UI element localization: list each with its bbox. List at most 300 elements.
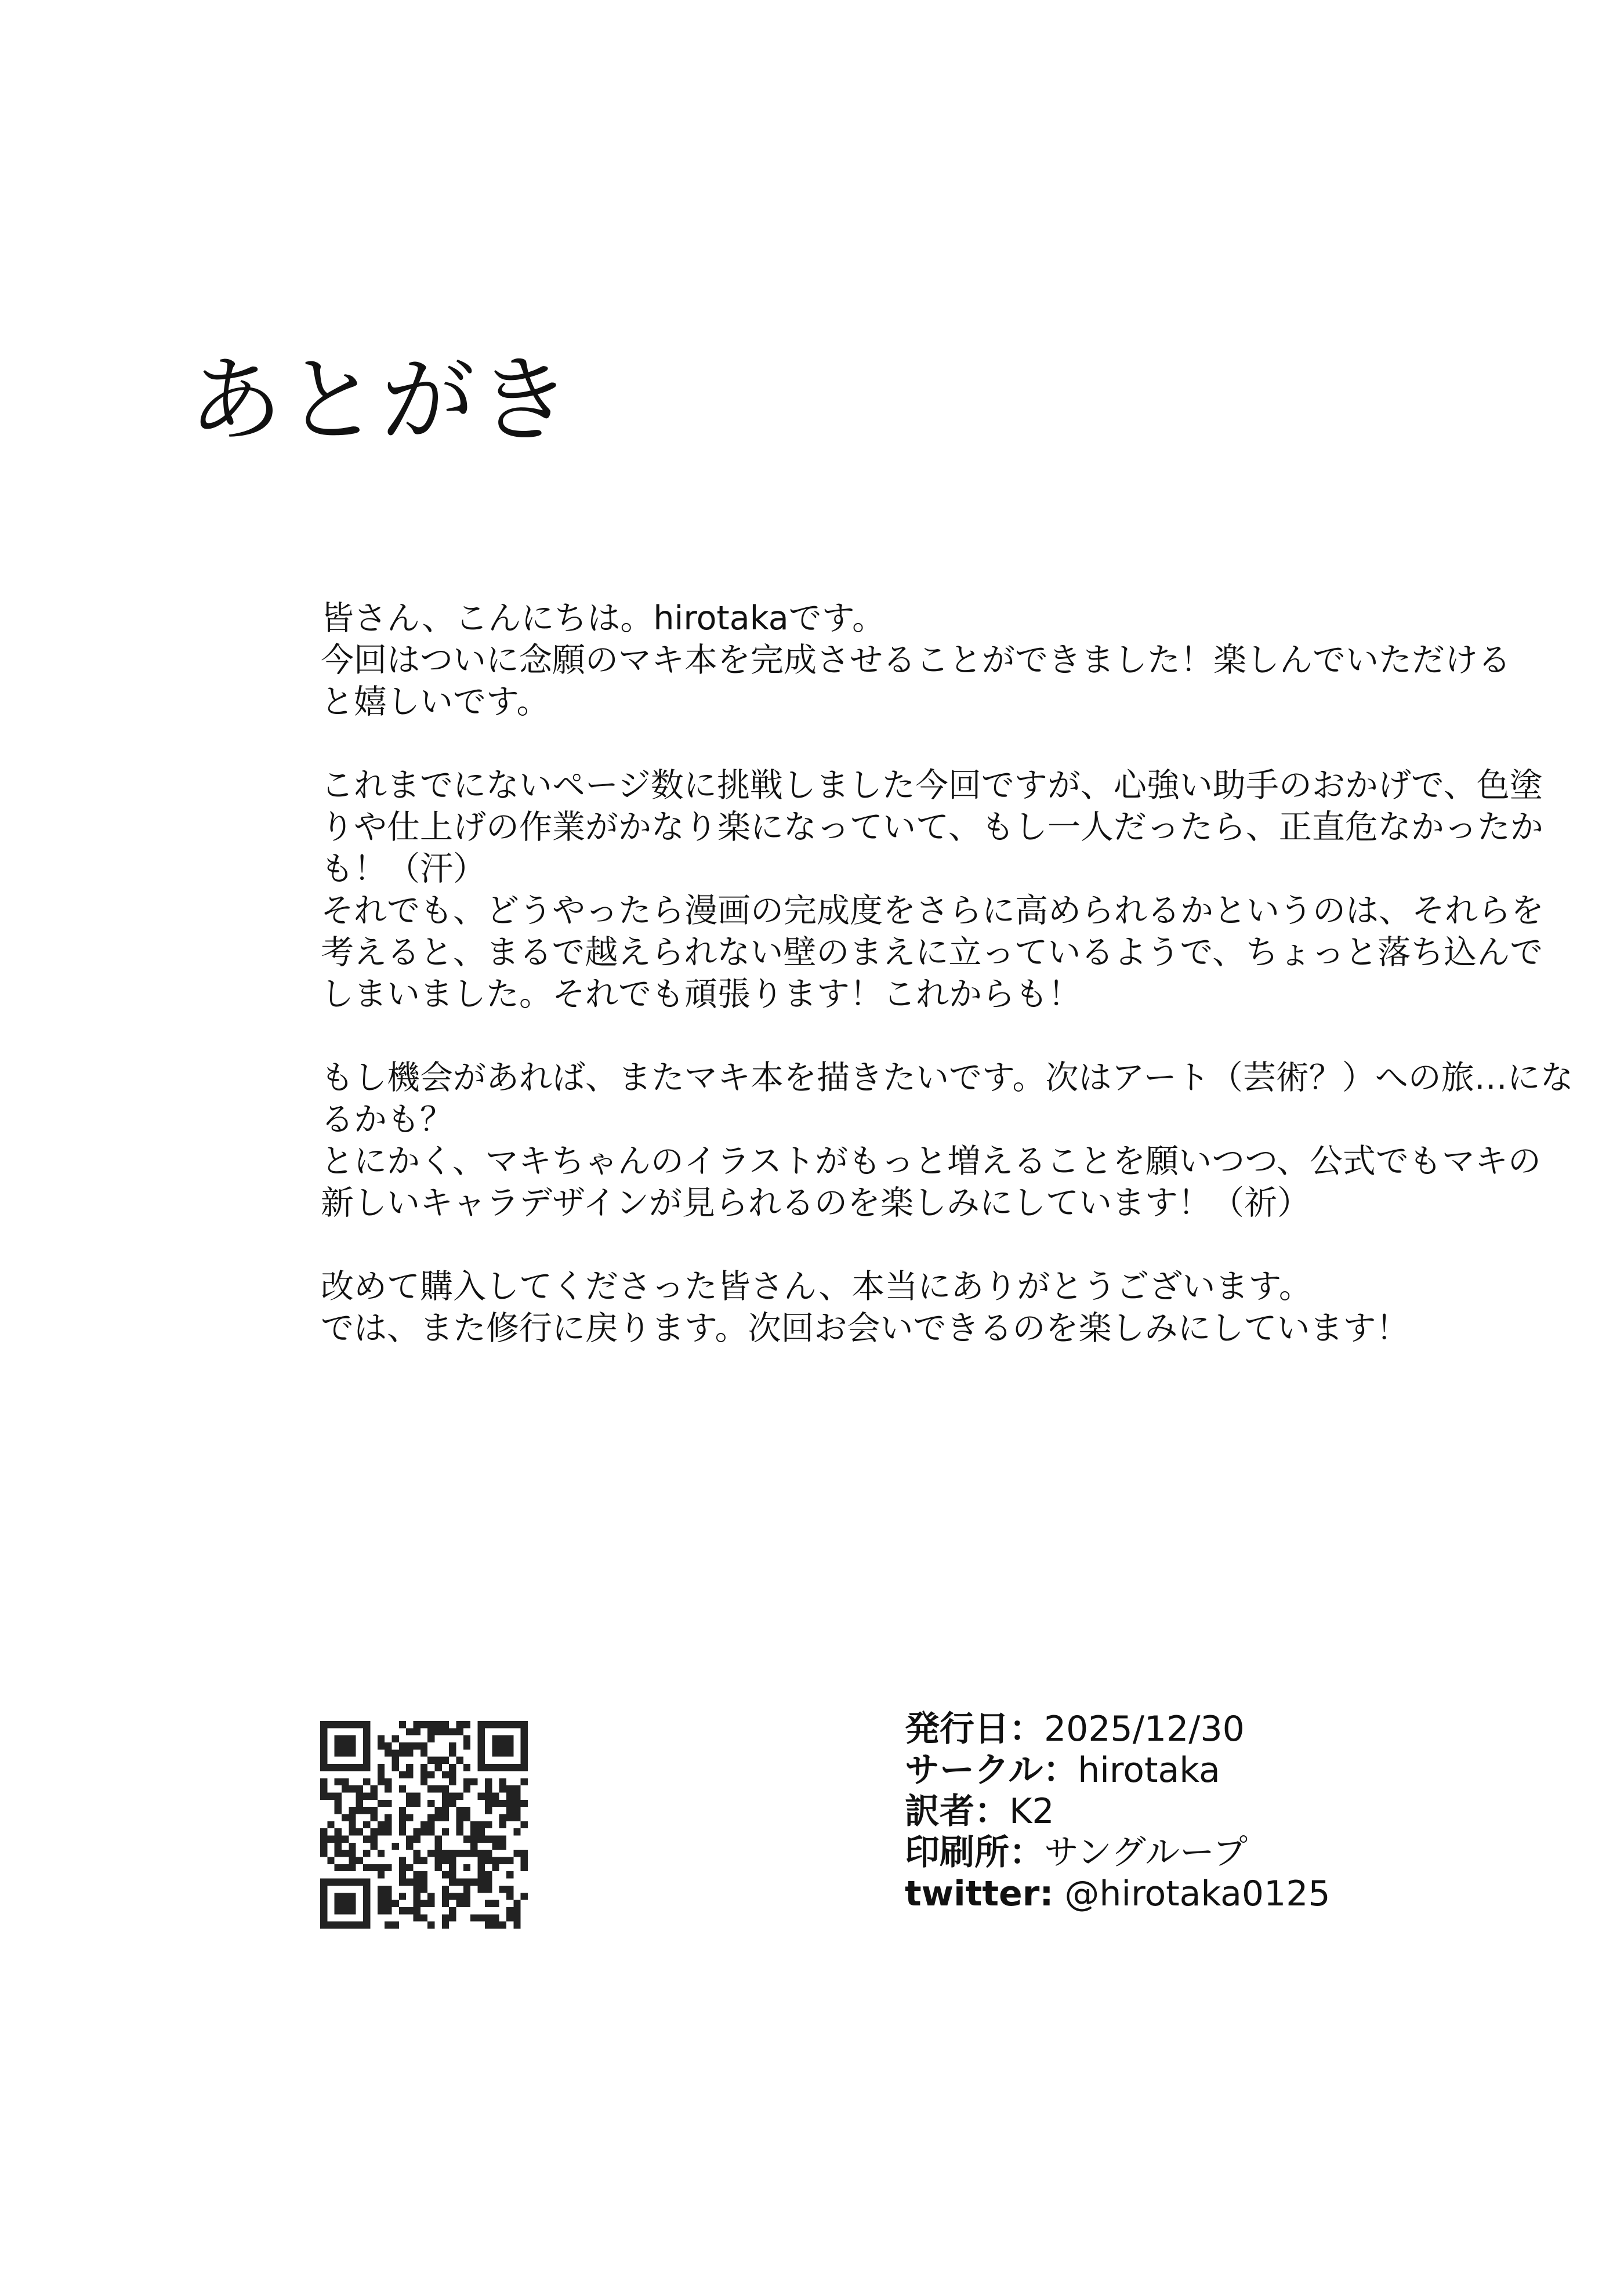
qr-module xyxy=(406,1764,413,1771)
qr-module xyxy=(506,1800,513,1807)
qr-module xyxy=(370,1836,377,1843)
qr-module xyxy=(370,1843,377,1850)
qr-module xyxy=(320,1893,327,1900)
qr-module xyxy=(420,1749,427,1756)
qr-module xyxy=(378,1828,385,1835)
qr-module xyxy=(442,1828,449,1835)
qr-module xyxy=(392,1900,398,1907)
qr-module xyxy=(349,1857,356,1864)
qr-module xyxy=(470,1914,477,1921)
qr-module xyxy=(385,1864,392,1871)
qr-module xyxy=(449,1742,456,1749)
qr-module xyxy=(521,1821,528,1828)
qr-module xyxy=(478,1871,485,1878)
qr-module xyxy=(342,1907,349,1914)
qr-module xyxy=(463,1893,470,1900)
qr-module xyxy=(363,1836,370,1843)
qr-module xyxy=(449,1879,456,1886)
qr-module xyxy=(406,1742,413,1749)
qr-module xyxy=(435,1728,442,1735)
qr-module xyxy=(427,1728,434,1735)
qr-module xyxy=(521,1728,528,1735)
qr-module xyxy=(485,1821,492,1828)
qr-module xyxy=(342,1764,349,1771)
qr-module xyxy=(399,1864,406,1871)
qr-module xyxy=(499,1922,506,1929)
qr-module xyxy=(349,1843,356,1850)
qr-module xyxy=(320,1922,327,1929)
qr-module xyxy=(378,1778,385,1785)
qr-module xyxy=(356,1800,363,1807)
qr-module xyxy=(378,1893,385,1900)
qr-module xyxy=(485,1850,492,1857)
qr-module xyxy=(370,1864,377,1871)
qr-module xyxy=(499,1814,506,1821)
text-line: りや仕上げの作業がかなり楽になっていて、もし一人だったら、正直危なかったか xyxy=(321,808,1543,846)
qr-module xyxy=(378,1900,385,1907)
qr-module xyxy=(420,1857,427,1864)
qr-module xyxy=(363,1864,370,1871)
qr-module xyxy=(478,1914,485,1921)
qr-module xyxy=(478,1821,485,1828)
qr-module xyxy=(478,1857,485,1864)
qr-module xyxy=(456,1807,463,1814)
qr-module xyxy=(449,1778,456,1785)
qr-module xyxy=(449,1914,456,1921)
qr-module xyxy=(335,1864,342,1871)
qr-module xyxy=(485,1785,492,1792)
qr-module xyxy=(320,1843,327,1850)
qr-module xyxy=(442,1871,449,1878)
qr-module xyxy=(413,1742,420,1749)
qr-module xyxy=(392,1843,398,1850)
circle-value: hirotaka xyxy=(1078,1750,1220,1791)
qr-module xyxy=(363,1914,370,1921)
qr-module xyxy=(506,1764,513,1771)
text-line: 今回はついに念願のマキ本を完成させることができました！楽しんでいただける xyxy=(321,641,1511,679)
qr-module xyxy=(385,1785,392,1792)
qr-module xyxy=(320,1749,327,1756)
qr-module xyxy=(413,1871,420,1878)
qr-module xyxy=(363,1778,370,1785)
qr-module xyxy=(327,1792,334,1799)
qr-module xyxy=(442,1792,449,1799)
text-line: しまいました。それでも頑張ります！これからも！ xyxy=(321,975,1081,1013)
qr-module xyxy=(506,1792,513,1799)
qr-module xyxy=(485,1886,492,1893)
qr-module xyxy=(521,1850,528,1857)
qr-module xyxy=(521,1764,528,1771)
qr-module xyxy=(385,1778,392,1785)
qr-module xyxy=(342,1785,349,1792)
twitter-handle-link[interactable]: @hirotaka0125 xyxy=(1053,1874,1331,1914)
qr-module xyxy=(485,1922,492,1929)
qr-module xyxy=(521,1857,528,1864)
qr-module xyxy=(456,1814,463,1821)
printer-row xyxy=(905,1832,1331,1874)
publish-date-row xyxy=(905,1709,1331,1750)
qr-module xyxy=(370,1785,377,1792)
qr-module xyxy=(349,1749,356,1756)
qr-module xyxy=(456,1850,463,1857)
qr-module xyxy=(513,1785,520,1792)
qr-module xyxy=(342,1850,349,1857)
text-line: と嬉しいです。 xyxy=(321,683,550,721)
text-line: るかも？ xyxy=(321,1100,453,1139)
qr-module xyxy=(513,1828,520,1835)
qr-module xyxy=(449,1850,456,1857)
qr-module xyxy=(399,1879,406,1886)
qr-module xyxy=(470,1821,477,1828)
qr-module xyxy=(335,1807,342,1814)
qr-module xyxy=(349,1900,356,1907)
qr-module xyxy=(513,1850,520,1857)
qr-module xyxy=(427,1893,434,1900)
qr-module xyxy=(463,1764,470,1771)
qr-module xyxy=(442,1922,449,1929)
qr-module xyxy=(363,1879,370,1886)
text-line: 皆さん、こんにちは。hirotakaです。 xyxy=(321,599,886,637)
qr-module xyxy=(463,1836,470,1843)
translator-row xyxy=(905,1791,1331,1832)
qr-module xyxy=(413,1857,420,1864)
qr-module xyxy=(427,1771,434,1778)
qr-module xyxy=(420,1879,427,1886)
qr-module xyxy=(499,1721,506,1728)
qr-module xyxy=(356,1792,363,1799)
qr-module xyxy=(349,1814,356,1821)
qr-module xyxy=(513,1900,520,1907)
qr-module xyxy=(335,1749,342,1756)
qr-module xyxy=(492,1735,499,1742)
qr-module xyxy=(349,1893,356,1900)
qr-module xyxy=(449,1800,456,1807)
qr-module xyxy=(385,1886,392,1893)
qr-module xyxy=(442,1914,449,1921)
qr-module xyxy=(463,1785,470,1792)
qr-module xyxy=(492,1792,499,1799)
text-line: 考えると、まるで越えられない壁のまえに立っているようで、ちょっと落ち込んで xyxy=(321,933,1543,972)
qr-module xyxy=(470,1836,477,1843)
qr-module xyxy=(413,1728,420,1735)
paragraph xyxy=(321,1266,1411,1349)
qr-module xyxy=(349,1785,356,1792)
qr-module xyxy=(499,1764,506,1771)
publish-date-label: 発行日： xyxy=(905,1709,1044,1749)
qr-module xyxy=(485,1778,492,1785)
qr-module xyxy=(378,1864,385,1871)
qr-module xyxy=(442,1771,449,1778)
qr-module xyxy=(363,1728,370,1735)
qr-module xyxy=(449,1764,456,1771)
qr-module xyxy=(335,1843,342,1850)
qr-module xyxy=(370,1828,377,1835)
afterword-body xyxy=(321,597,1574,1349)
qr-module xyxy=(320,1728,327,1735)
qr-module xyxy=(521,1735,528,1742)
qr-module xyxy=(478,1850,485,1857)
qr-module xyxy=(399,1771,406,1778)
qr-module xyxy=(449,1857,456,1864)
qr-module xyxy=(456,1721,463,1728)
qr-module xyxy=(342,1721,349,1728)
qr-module xyxy=(442,1728,449,1735)
qr-module xyxy=(463,1886,470,1893)
qr-module xyxy=(427,1800,434,1807)
qr-module xyxy=(456,1900,463,1907)
qr-code-image[interactable] xyxy=(320,1721,528,1929)
qr-module xyxy=(413,1792,420,1799)
qr-module xyxy=(485,1721,492,1728)
qr-module xyxy=(320,1900,327,1907)
qr-module xyxy=(413,1914,420,1921)
qr-module xyxy=(521,1864,528,1871)
qr-module xyxy=(406,1836,413,1843)
qr-module xyxy=(363,1821,370,1828)
qr-module xyxy=(492,1764,499,1771)
qr-module xyxy=(413,1850,420,1857)
qr-module xyxy=(356,1764,363,1771)
qr-module xyxy=(449,1907,456,1914)
qr-module xyxy=(356,1807,363,1814)
qr-module xyxy=(463,1807,470,1814)
qr-module xyxy=(349,1721,356,1728)
qr-module xyxy=(478,1828,485,1835)
qr-module xyxy=(513,1922,520,1929)
qr-module xyxy=(485,1792,492,1799)
qr-module xyxy=(320,1886,327,1893)
qr-module xyxy=(435,1721,442,1728)
qr-module xyxy=(363,1922,370,1929)
qr-module xyxy=(435,1785,442,1792)
qr-module xyxy=(342,1814,349,1821)
qr-module xyxy=(335,1792,342,1799)
qr-module xyxy=(399,1742,406,1749)
qr-module xyxy=(478,1757,485,1764)
qr-module xyxy=(349,1742,356,1749)
qr-module xyxy=(320,1879,327,1886)
qr-module xyxy=(499,1821,506,1828)
paragraph xyxy=(321,597,1511,723)
printer-label: 印刷所： xyxy=(905,1832,1044,1873)
qr-module xyxy=(499,1836,506,1843)
qr-module xyxy=(320,1785,327,1792)
qr-module xyxy=(492,1914,499,1921)
qr-module xyxy=(385,1821,392,1828)
qr-module xyxy=(492,1749,499,1756)
text-line: とにかく、マキちゃんのイラストがもっと増えることを願いつつ、公式でもマキの xyxy=(321,1142,1541,1180)
qr-module xyxy=(406,1792,413,1799)
qr-module xyxy=(492,1742,499,1749)
qr-module xyxy=(370,1814,377,1821)
qr-module xyxy=(413,1721,420,1728)
qr-module xyxy=(327,1721,334,1728)
qr-module xyxy=(320,1836,327,1843)
text-line: それでも、どうやったら漫画の完成度をさらに高められるかというのは、それらを xyxy=(321,892,1544,930)
qr-module xyxy=(349,1821,356,1828)
qr-module xyxy=(478,1886,485,1893)
qr-module xyxy=(492,1900,499,1907)
qr-module xyxy=(506,1735,513,1742)
qr-module xyxy=(335,1850,342,1857)
printer-value: サングループ xyxy=(1044,1832,1248,1873)
qr-module xyxy=(342,1836,349,1843)
qr-module xyxy=(420,1771,427,1778)
qr-module xyxy=(363,1721,370,1728)
qr-module xyxy=(363,1742,370,1749)
qr-module xyxy=(492,1721,499,1728)
qr-module xyxy=(420,1821,427,1828)
qr-module xyxy=(420,1886,427,1893)
translator-label: 訳者： xyxy=(905,1791,1009,1832)
text-line: これまでにないページ数に挑戦しました今回ですが、心強い助手のおかげで、色塗 xyxy=(321,766,1543,805)
qr-module xyxy=(513,1807,520,1814)
qr-module xyxy=(335,1893,342,1900)
qr-module xyxy=(413,1800,420,1807)
qr-module xyxy=(406,1864,413,1871)
qr-module xyxy=(506,1742,513,1749)
qr-module xyxy=(506,1749,513,1756)
qr-module xyxy=(513,1721,520,1728)
qr-module xyxy=(406,1800,413,1807)
qr-module xyxy=(413,1836,420,1843)
qr-module xyxy=(442,1886,449,1893)
qr-module xyxy=(320,1764,327,1771)
qr-module xyxy=(420,1871,427,1878)
qr-module xyxy=(385,1814,392,1821)
qr-module xyxy=(427,1900,434,1907)
qr-module xyxy=(406,1814,413,1821)
qr-module xyxy=(320,1907,327,1914)
qr-module xyxy=(435,1864,442,1871)
qr-module xyxy=(420,1900,427,1907)
qr-module xyxy=(499,1778,506,1785)
qr-module xyxy=(456,1879,463,1886)
qr-module xyxy=(349,1907,356,1914)
qr-module xyxy=(399,1814,406,1821)
qr-module xyxy=(349,1807,356,1814)
qr-module xyxy=(478,1749,485,1756)
qr-module xyxy=(506,1886,513,1893)
qr-module xyxy=(485,1764,492,1771)
qr-module xyxy=(492,1922,499,1929)
qr-module xyxy=(363,1850,370,1857)
qr-module xyxy=(442,1857,449,1864)
qr-module xyxy=(463,1721,470,1728)
qr-module xyxy=(342,1735,349,1742)
qr-module xyxy=(320,1914,327,1921)
qr-module xyxy=(406,1907,413,1914)
qr-module xyxy=(442,1721,449,1728)
qr-module xyxy=(363,1749,370,1756)
qr-module xyxy=(413,1900,420,1907)
qr-module xyxy=(449,1771,456,1778)
publish-date-value: 2025/12/30 xyxy=(1044,1709,1245,1749)
qr-module xyxy=(349,1828,356,1835)
qr-module xyxy=(399,1907,406,1914)
qr-module xyxy=(399,1828,406,1835)
qr-module xyxy=(370,1792,377,1799)
qr-module xyxy=(363,1900,370,1907)
qr-module xyxy=(485,1879,492,1886)
qr-module xyxy=(485,1871,492,1878)
qr-module xyxy=(427,1785,434,1792)
qr-module xyxy=(356,1922,363,1929)
qr-module xyxy=(456,1728,463,1735)
qr-module xyxy=(435,1843,442,1850)
qr-module xyxy=(378,1886,385,1893)
qr-module xyxy=(442,1893,449,1900)
qr-module xyxy=(413,1879,420,1886)
qr-module xyxy=(378,1821,385,1828)
qr-module xyxy=(342,1749,349,1756)
qr-module xyxy=(513,1914,520,1921)
qr-module xyxy=(378,1850,385,1857)
qr-module xyxy=(485,1900,492,1907)
text-line: 新しいキャラデザインが見られるのを楽しみにしています！（祈） xyxy=(321,1184,1311,1222)
qr-module xyxy=(485,1836,492,1843)
qr-module xyxy=(406,1771,413,1778)
qr-module xyxy=(427,1850,434,1857)
qr-module xyxy=(420,1764,427,1771)
qr-module xyxy=(413,1893,420,1900)
qr-module xyxy=(442,1850,449,1857)
qr-module xyxy=(492,1843,499,1850)
qr-module xyxy=(413,1828,420,1835)
text-line: では、また修行に戻ります。次回お会いできるのを楽しみにしています！ xyxy=(321,1309,1409,1347)
qr-module xyxy=(385,1922,392,1929)
qr-module xyxy=(463,1814,470,1821)
qr-module xyxy=(506,1721,513,1728)
qr-module xyxy=(399,1857,406,1864)
qr-module xyxy=(506,1914,513,1921)
qr-module xyxy=(385,1893,392,1900)
qr-module xyxy=(513,1907,520,1914)
qr-module xyxy=(363,1807,370,1814)
qr-module xyxy=(435,1807,442,1814)
qr-module xyxy=(356,1879,363,1886)
qr-module xyxy=(399,1721,406,1728)
qr-module xyxy=(435,1850,442,1857)
qr-module xyxy=(406,1728,413,1735)
circle-label: サークル： xyxy=(905,1750,1078,1791)
qr-module xyxy=(463,1864,470,1871)
qr-module xyxy=(399,1807,406,1814)
qr-module xyxy=(499,1735,506,1742)
qr-module xyxy=(342,1742,349,1749)
qr-module xyxy=(521,1742,528,1749)
qr-module xyxy=(385,1749,392,1756)
qr-module xyxy=(485,1800,492,1807)
qr-module xyxy=(406,1749,413,1756)
qr-module xyxy=(349,1922,356,1929)
qr-module xyxy=(392,1749,398,1756)
qr-module xyxy=(499,1800,506,1807)
qr-module xyxy=(320,1757,327,1764)
qr-module xyxy=(320,1828,327,1835)
text-line: もし機会があれば、またマキ本を描きたいです。次はアート（芸術？）への旅…にな xyxy=(321,1059,1574,1097)
qr-module xyxy=(478,1864,485,1871)
qr-module xyxy=(506,1907,513,1914)
qr-module xyxy=(349,1879,356,1886)
circle-row xyxy=(905,1750,1331,1791)
qr-module xyxy=(378,1764,385,1771)
translator-value: K2 xyxy=(1009,1791,1054,1832)
qr-module xyxy=(320,1850,327,1857)
qr-module xyxy=(363,1907,370,1914)
qr-module xyxy=(335,1800,342,1807)
qr-module xyxy=(392,1922,398,1929)
